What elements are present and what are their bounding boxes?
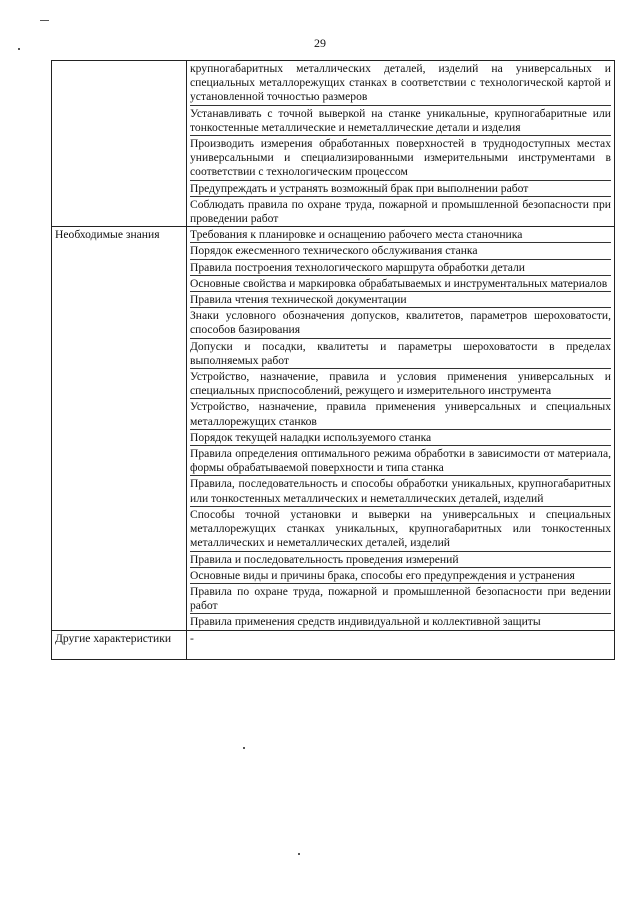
competency-table <box>51 60 615 660</box>
scan-mark <box>40 20 49 21</box>
knowledge-item: Порядок текущей наладки используемого станка <box>190 430 611 446</box>
knowledge-item: Основные виды и причины брака, способы его предупреждения и устранения <box>190 568 611 584</box>
section-row-skills <box>52 61 615 227</box>
knowledge-item: Знаки условного обозначения допусков, квалитетов, параметров шероховатости, способов базирования <box>190 308 611 338</box>
scan-mark <box>18 48 20 50</box>
knowledge-item: Правила применения средств индивидуальной и коллективной защиты <box>190 615 541 629</box>
scan-mark <box>243 747 245 749</box>
section-items-other <box>187 630 615 659</box>
section-label-other: Другие характеристики <box>52 630 187 659</box>
scan-mark <box>298 853 300 855</box>
knowledge-item: Правила по охране труда, пожарной и промышленной безопасности при ведении работ <box>190 584 611 614</box>
skill-item: Устанавливать с точной выверкой на станке уникальные, крупногабаритные или тонкостенные металлические и неметаллические детали и изделия <box>190 106 611 136</box>
knowledge-item: Правила построения технологического маршрута обработки детали <box>190 260 611 276</box>
page-number: 29 <box>314 36 326 50</box>
knowledge-item: Требования к планировке и оснащению рабочего места станочника <box>190 227 611 243</box>
skill-item: Предупреждать и устранять возможный брак при выполнении работ <box>190 181 611 197</box>
knowledge-item: Способы точной установки и выверки на универсальных и специальных металлорежущих станках уникальных, крупногабаритных или тонкостенных металлических и неметаллических деталей, изделий <box>190 507 611 552</box>
knowledge-item: Порядок ежесменного технического обслуживания станка <box>190 243 611 259</box>
knowledge-item: Правила и последовательность проведения измерений <box>190 552 611 568</box>
knowledge-item: Правила, последовательность и способы обработки уникальных, крупногабаритных или тонкостенных металлических и неметаллических деталей, изделий <box>190 476 611 506</box>
knowledge-item: Правила чтения технической документации <box>190 292 611 308</box>
other-value: - <box>190 631 194 645</box>
skill-item: Производить измерения обработанных поверхностей в труднодоступных местах универсальными и специализированными измерительными инструментами в соответствии с технологическим процессом <box>190 136 611 181</box>
knowledge-item: Допуски и посадки, квалитеты и параметры шероховатости в пределах выполняемых работ <box>190 339 611 369</box>
section-items-knowledge <box>187 227 615 630</box>
section-label-skills <box>52 61 187 227</box>
knowledge-item: Устройство, назначение, правила и условия применения универсальных и специальных приспособлений, режущего и измерительного инструмента <box>190 369 611 399</box>
section-row-knowledge <box>52 227 615 630</box>
section-items-skills <box>187 61 615 227</box>
skill-item: крупногабаритных металлических деталей, изделий на универсальных и специальных металлорежущих станках в соответствии с технологической картой и установленной точностью размеров <box>190 61 611 106</box>
skill-item: Соблюдать правила по охране труда, пожарной и промышленной безопасности при проведении работ <box>190 197 611 226</box>
section-label-knowledge: Необходимые знания <box>52 227 187 630</box>
knowledge-item: Основные свойства и маркировка обрабатываемых и инструментальных материалов <box>190 276 611 292</box>
knowledge-item: Устройство, назначение, правила применения универсальных и специальных металлорежущих станков <box>190 399 611 429</box>
section-row-other <box>52 630 615 659</box>
knowledge-item: Правила определения оптимального режима обработки в зависимости от материала, формы обрабатываемой поверхности и типа станка <box>190 446 611 476</box>
